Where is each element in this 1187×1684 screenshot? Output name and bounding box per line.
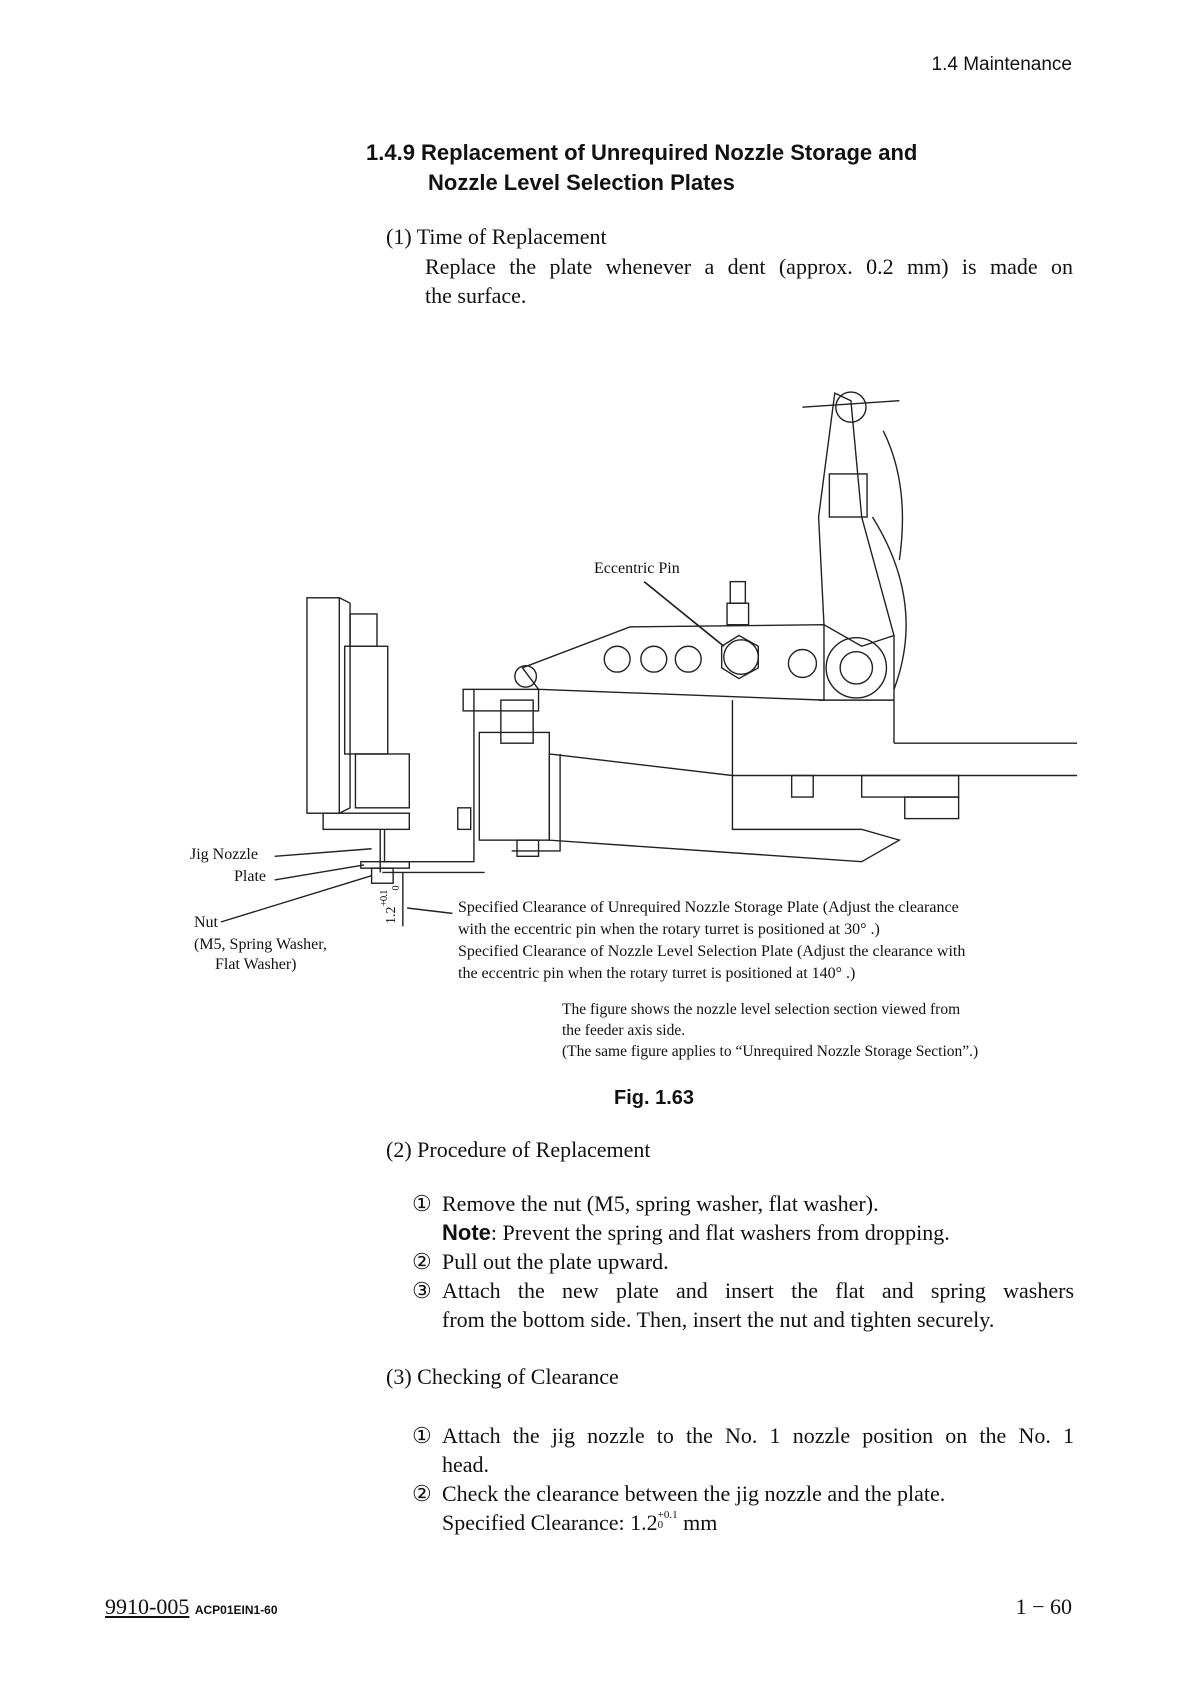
label-nut-detail-1: (M5, Spring Washer, (194, 936, 327, 953)
label-plate: Plate (234, 868, 266, 885)
clearance-spec (458, 897, 965, 985)
check-step-1-cont: head. (442, 1452, 490, 1477)
dimension-tol-lower: 0 (390, 885, 402, 891)
section3-heading: (3) Checking of Clearance (386, 1364, 619, 1389)
label-nut: Nut (194, 914, 218, 931)
label-nut-detail-2: Flat Washer) (215, 956, 297, 973)
step-3: ③ Attach the new plate and insert the flat and spring washers (412, 1278, 1074, 1303)
step-1: ① Remove the nut (M5, spring washer, flat washer). (412, 1191, 879, 1216)
footer-doc-id: 9910-005 ACP01EIN1-60 (105, 1594, 278, 1619)
running-header: 1.4 Maintenance (931, 54, 1072, 75)
section1-text-line1: Replace the plate whenever a dent (approx. 0.2 mm) is made on (425, 254, 1073, 279)
section2-heading: (2) Procedure of Replacement (386, 1137, 651, 1162)
specified-clearance: Specified Clearance: 1.2 +0.1 0 mm (442, 1509, 718, 1535)
figure-caption: Fig. 1.63 (614, 1087, 695, 1109)
step-3-cont: from the bottom side. Then, insert the nut and tighten securely. (442, 1307, 995, 1332)
figure-note (562, 999, 978, 1062)
dimension-tol-upper: +0.1 (378, 890, 391, 907)
dimension-label (378, 885, 402, 924)
step-note: Note: Prevent the spring and flat washers from dropping. (442, 1220, 950, 1245)
note-line: (The same figure applies to “Unrequired Nozzle Storage Section”.) (562, 1043, 979, 1060)
spec-line: with the eccentric pin when the rotary turret is positioned at 30° .) (458, 921, 880, 938)
spec-line: Specified Clearance of Unrequired Nozzle Storage Plate (Adjust the clearance (458, 899, 959, 916)
check-step-2: ② Check the clearance between the jig nozzle and the plate. (412, 1481, 946, 1506)
spec-line: the eccentric pin when the rotary turret is positioned at 140° .) (458, 965, 856, 982)
section1-text-line2: the surface. (425, 283, 527, 308)
spec-line: Specified Clearance of Nozzle Level Selection Plate (Adjust the clearance with (458, 943, 966, 960)
title-line-2: Nozzle Level Selection Plates (428, 170, 735, 195)
label-eccentric-pin: Eccentric Pin (594, 560, 680, 577)
note-line: the feeder axis side. (562, 1022, 686, 1039)
page-number: 1 − 60 (1015, 1594, 1072, 1619)
section1-heading: (1) Time of Replacement (386, 224, 607, 249)
check-step-1: ① Attach the jig nozzle to the No. 1 nozzle position on the No. 1 (412, 1423, 1074, 1448)
step-2: ② Pull out the plate upward. (412, 1249, 669, 1274)
dimension-value: 1.2 (384, 906, 399, 924)
note-line: The figure shows the nozzle level selection section viewed from (562, 1001, 961, 1018)
label-jig-nozzle: Jig Nozzle (190, 846, 258, 863)
section2-steps (412, 1189, 1074, 1334)
section3-steps (412, 1421, 1074, 1537)
title-line-1: 1.4.9 Replacement of Unrequired Nozzle Storage and (366, 140, 918, 165)
